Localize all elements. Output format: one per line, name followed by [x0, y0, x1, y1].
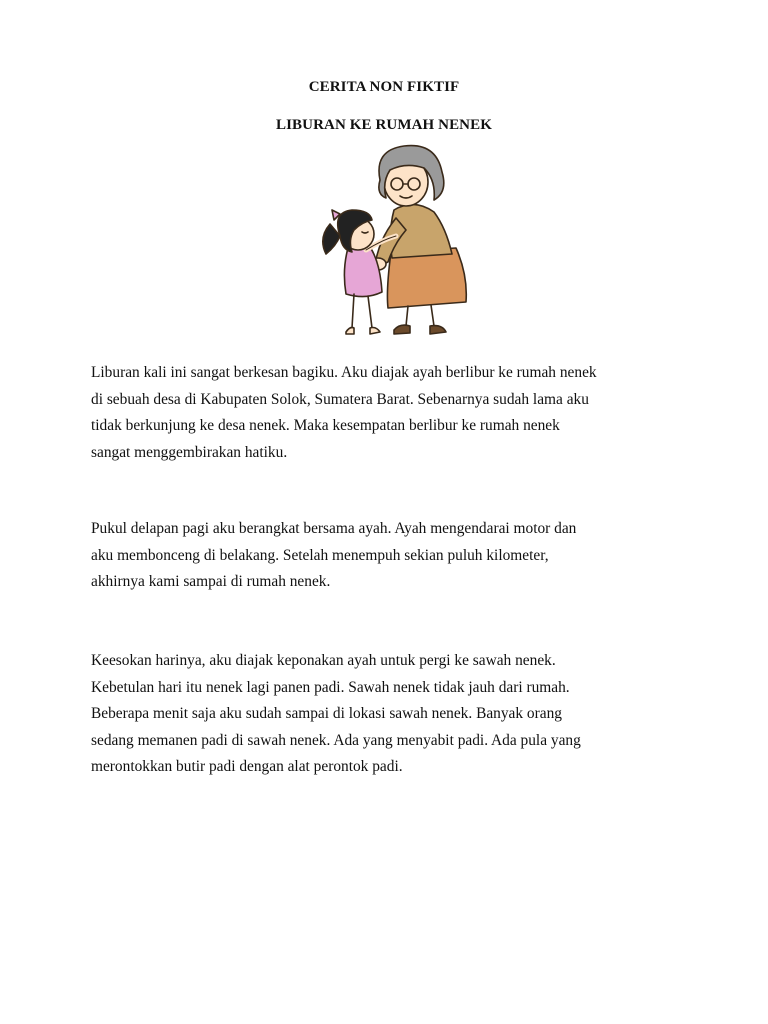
illustration-svg [296, 140, 526, 345]
paragraph-line: di sebuah desa di Kabupaten Solok, Sumatera Barat. Sebenarnya sudah lama aku [91, 390, 589, 408]
grandmother-shoe-left [394, 325, 410, 334]
paragraph-3 [91, 648, 691, 781]
paragraph-line: Beberapa menit saja aku sudah sampai di lokasi sawah nenek. Banyak orang [91, 705, 562, 722]
paragraph-line: sedang memanen padi di sawah nenek. Ada yang menyabit padi. Ada pula yang [91, 731, 581, 749]
girl-leg-left [352, 294, 354, 328]
grandmother-leg-left [406, 306, 408, 326]
paragraph-line: Keesokan harinya, aku diajak keponakan ayah untuk pergi ke sawah nenek. [91, 652, 556, 669]
paragraph-line: Liburan kali ini sangat berkesan bagiku. Aku diajak ayah berlibur ke rumah nenek [91, 364, 597, 381]
paragraph-line: Pukul delapan pagi aku berangkat bersama ayah. Ayah mengendarai motor dan [91, 520, 577, 537]
paragraph-line: Kebetulan hari itu nenek lagi panen padi. Sawah nenek tidak jauh dari rumah. [91, 678, 570, 696]
grandmother-shoe-right [430, 326, 446, 334]
girl-foot-left [346, 328, 354, 335]
girl-foot-right [370, 328, 380, 335]
girl-leg-right [368, 296, 372, 328]
grandmother-leg-right [431, 305, 434, 326]
paragraph-line: sangat menggembirakan hatiku. [91, 443, 288, 461]
paragraph-line: merontokkan butir padi dengan alat perontok padi. [91, 758, 403, 775]
document-title-text: CERITA NON FIKTIF [308, 79, 460, 95]
paragraph-2 [91, 516, 691, 596]
paragraph-1 [91, 360, 691, 466]
paragraph-line: tidak berkunjung ke desa nenek. Maka kesempatan berlibur ke rumah nenek [91, 417, 560, 434]
document-title [0, 79, 768, 96]
document-subtitle-text: LIBURAN KE RUMAH NENEK [276, 117, 492, 133]
paragraph-line: akhirnya kami sampai di rumah nenek. [91, 573, 331, 590]
grandmother-hugging-girl-illustration [296, 140, 526, 345]
document-subtitle [0, 117, 768, 134]
paragraph-line: aku membonceng di belakang. Setelah menempuh sekian puluh kilometer, [91, 546, 549, 564]
